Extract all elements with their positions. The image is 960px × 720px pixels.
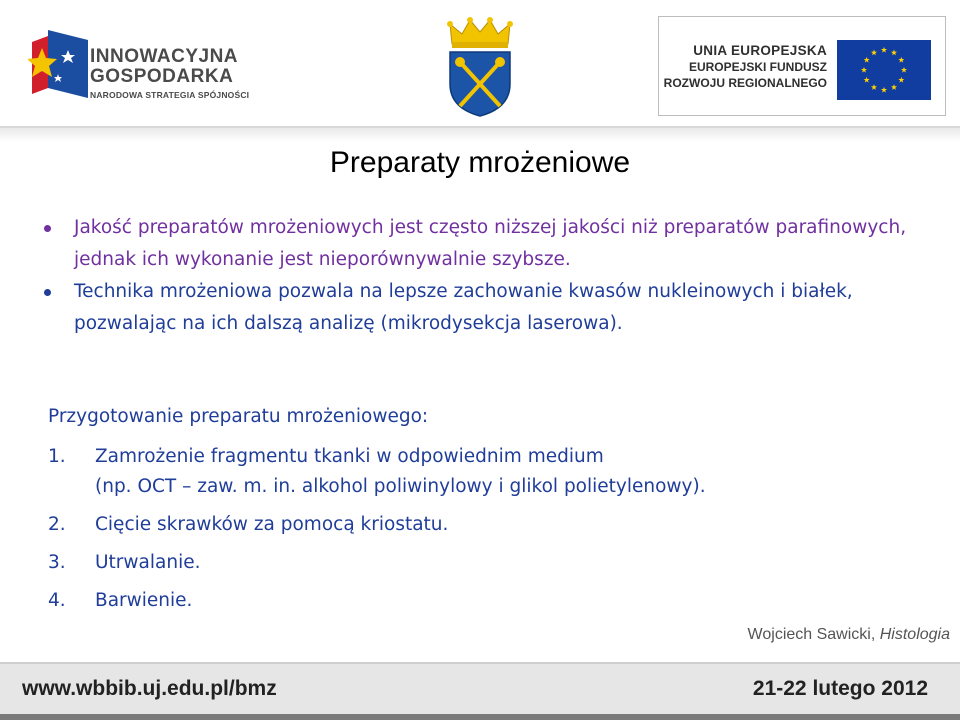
step-number: 4. <box>48 590 66 611</box>
eu-fund-logo <box>658 16 946 116</box>
bullet-text: Technika mrożeniowa pozwala na lepsze zachowanie kwasów nukleinowych i białek, pozwalając na ich dalszą analizę (mikrodysekcja laserowa). <box>74 281 853 334</box>
step-item <box>48 586 928 616</box>
author-name: Wojciech Sawicki, <box>747 626 880 643</box>
header-banner <box>0 0 960 128</box>
bullet-item <box>40 276 920 340</box>
step-number: 3. <box>48 552 66 573</box>
step-text: Cięcie skrawków za pomocą kriostatu. <box>95 514 449 535</box>
university-crest-icon <box>446 14 514 118</box>
logo-ig-line1: INNOWACYJNA <box>90 46 239 67</box>
eu-flag-icon <box>837 40 931 100</box>
step-number: 1. <box>48 446 66 467</box>
preparation-section <box>48 402 928 624</box>
footer-bar <box>0 662 960 720</box>
footer-date: 21-22 lutego 2012 <box>752 677 928 700</box>
step-text: Barwienie. <box>95 590 193 611</box>
logo-ig-line2: GOSPODARKA <box>90 66 234 87</box>
bullet-item <box>40 212 920 276</box>
header-shadow <box>0 128 960 142</box>
step-number: 2. <box>48 514 66 535</box>
step-text: Utrwalanie. <box>95 552 201 573</box>
step-item <box>48 548 928 578</box>
preparation-steps <box>48 442 928 616</box>
step-text-continued: (np. OCT – zaw. m. in. alkohol poliwinylowy i glikol polietylenowy). <box>95 476 706 497</box>
footer-strip <box>0 714 960 720</box>
bullet-text: Jakość preparatów mrożeniowych jest często niższej jakości niż preparatów parafinowych, jednak ich wykonanie jest nieporównywalnie szybsze. <box>74 217 907 270</box>
bullet-dot-icon <box>44 289 51 296</box>
step-item <box>48 510 928 540</box>
author-work-title: Histologia <box>879 626 950 643</box>
step-item <box>48 442 928 502</box>
step-text: Zamrożenie fragmentu tkanki w odpowiednim medium <box>95 446 604 467</box>
preparation-heading: Przygotowanie preparatu mrożeniowego: <box>48 406 429 427</box>
footer-url-link[interactable]: www.wbbib.uj.edu.pl/bmz <box>22 677 277 700</box>
author-credit <box>748 626 950 644</box>
ig-star-flag-icon <box>28 28 88 100</box>
logo-ue-line3: ROZWOJU REGIONALNEGO <box>663 76 827 90</box>
bullet-dot-icon <box>44 225 51 232</box>
slide-title: Preparaty mrożeniowe <box>329 146 631 179</box>
innowacyjna-gospodarka-logo <box>28 22 258 114</box>
logo-ue-line1: UNIA EUROPEJSKA <box>693 43 827 58</box>
logo-ig-line3: NARODOWA STRATEGIA SPÓJNOŚCI <box>90 90 250 100</box>
bullet-list <box>40 212 920 340</box>
logo-ue-line2: EUROPEJSKI FUNDUSZ <box>688 60 827 74</box>
